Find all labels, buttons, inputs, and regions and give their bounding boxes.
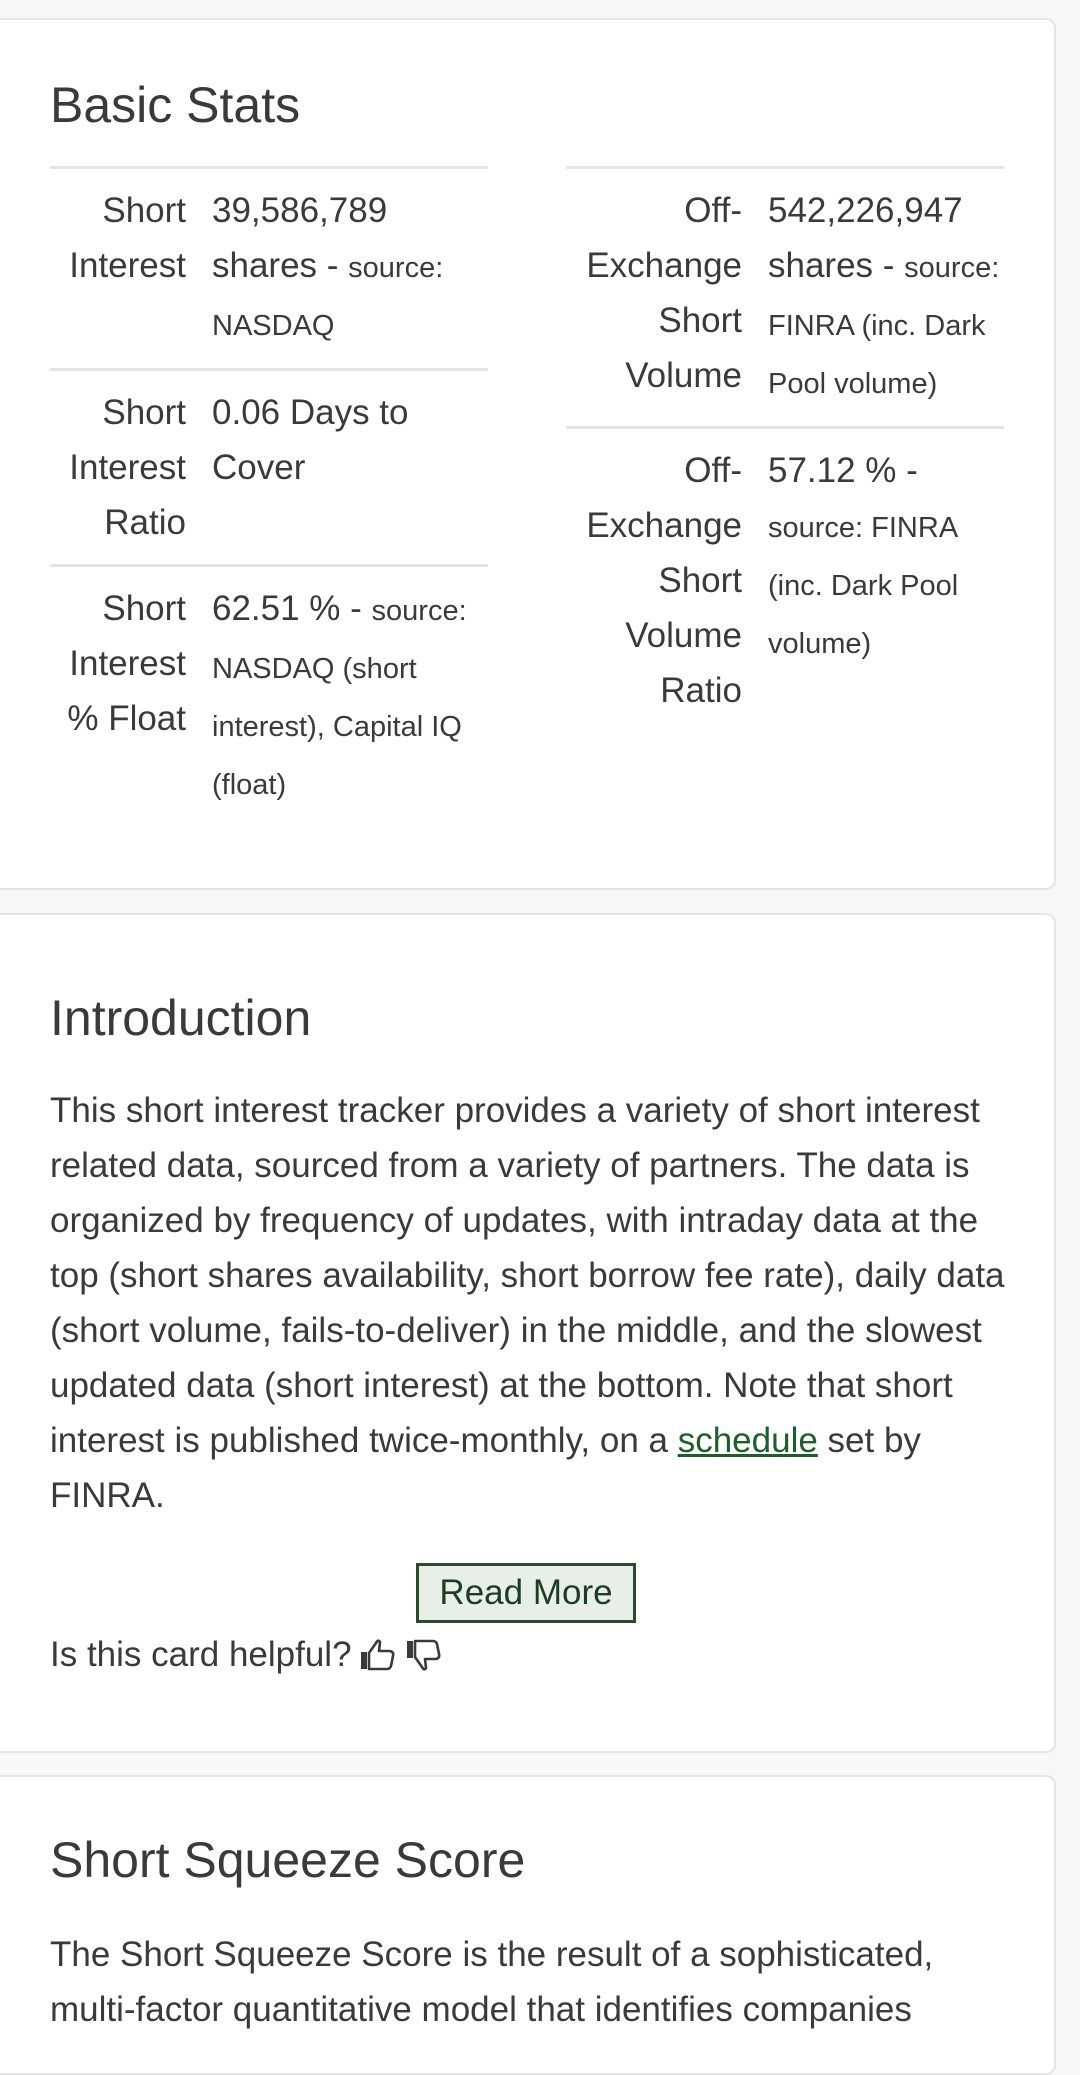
introduction-text-end: set by FINRA. (50, 1421, 921, 1515)
stat-source: source: FINRA (inc. Dark Pool volume) (768, 252, 1000, 400)
stat-value-main: 542,226,947 shares - (768, 191, 963, 285)
stat-source: source: NASDAQ (212, 252, 444, 342)
stat-row-short-interest (50, 166, 488, 368)
stat-label: Short Interest Ratio (69, 393, 186, 542)
introduction-title: Introduction (50, 990, 312, 1046)
thumbs-up-icon[interactable] (358, 1635, 398, 1675)
introduction-text-start: This short interest tracker provides a variety of short interest related data, sourced from a variety of partners. The data is organized by frequency of updates, with intraday data at the top (short shares availability, short borrow fee rate), daily data (short volume, fails-to-deliver) in the middle, and the slowest updated data (short interest) at the bottom. Note that short interest is published twice-monthly, on a (50, 1091, 1005, 1460)
short-squeeze-text: The Short Squeeze Score is the result of a sophisticated, multi-factor quantitative model that identifies companies (50, 1935, 934, 2029)
short-squeeze-title: Short Squeeze Score (50, 1832, 526, 1888)
stat-value (212, 385, 488, 550)
stat-source: source: FINRA (inc. Dark Pool volume) (768, 512, 959, 660)
stat-value-main: 0.06 Days to Cover (212, 393, 409, 487)
basic-stats-right-table (566, 166, 1004, 732)
card-feedback (50, 1630, 444, 1680)
stat-label: Off-Exchange Short Volume Ratio (586, 451, 742, 710)
stat-value-main: 57.12 % - (768, 451, 918, 490)
thumbs-down-icon[interactable] (404, 1635, 444, 1675)
short-squeeze-card (0, 1775, 1056, 2075)
basic-stats-title: Basic Stats (50, 77, 301, 133)
stat-row-short-interest-float (50, 564, 488, 827)
stat-label: Short Interest (69, 191, 186, 285)
stat-value (212, 183, 488, 354)
stat-value-main: 39,586,789 shares - (212, 191, 388, 285)
read-more-button[interactable]: Read More (416, 1563, 636, 1623)
helpful-prompt: Is this card helpful? (50, 1635, 352, 1674)
stat-value (768, 183, 1004, 412)
introduction-text (50, 1083, 1015, 1523)
introduction-card (0, 913, 1056, 1753)
stat-row-off-exchange-short-volume-ratio (566, 426, 1004, 732)
stat-value (212, 581, 488, 813)
stat-row-short-interest-ratio (50, 368, 488, 564)
stat-value-main: 62.51 % - (212, 589, 362, 628)
schedule-link[interactable]: schedule (677, 1421, 818, 1460)
stat-source: source: NASDAQ (short interest), Capital IQ (float) (212, 595, 467, 801)
basic-stats-left-table (50, 166, 488, 827)
stat-label: Short Interest % Float (67, 589, 186, 738)
stat-label: Off-Exchange Short Volume (586, 191, 742, 395)
stat-value (768, 443, 1004, 718)
stat-row-off-exchange-short-volume (566, 166, 1004, 426)
basic-stats-card (0, 18, 1056, 890)
